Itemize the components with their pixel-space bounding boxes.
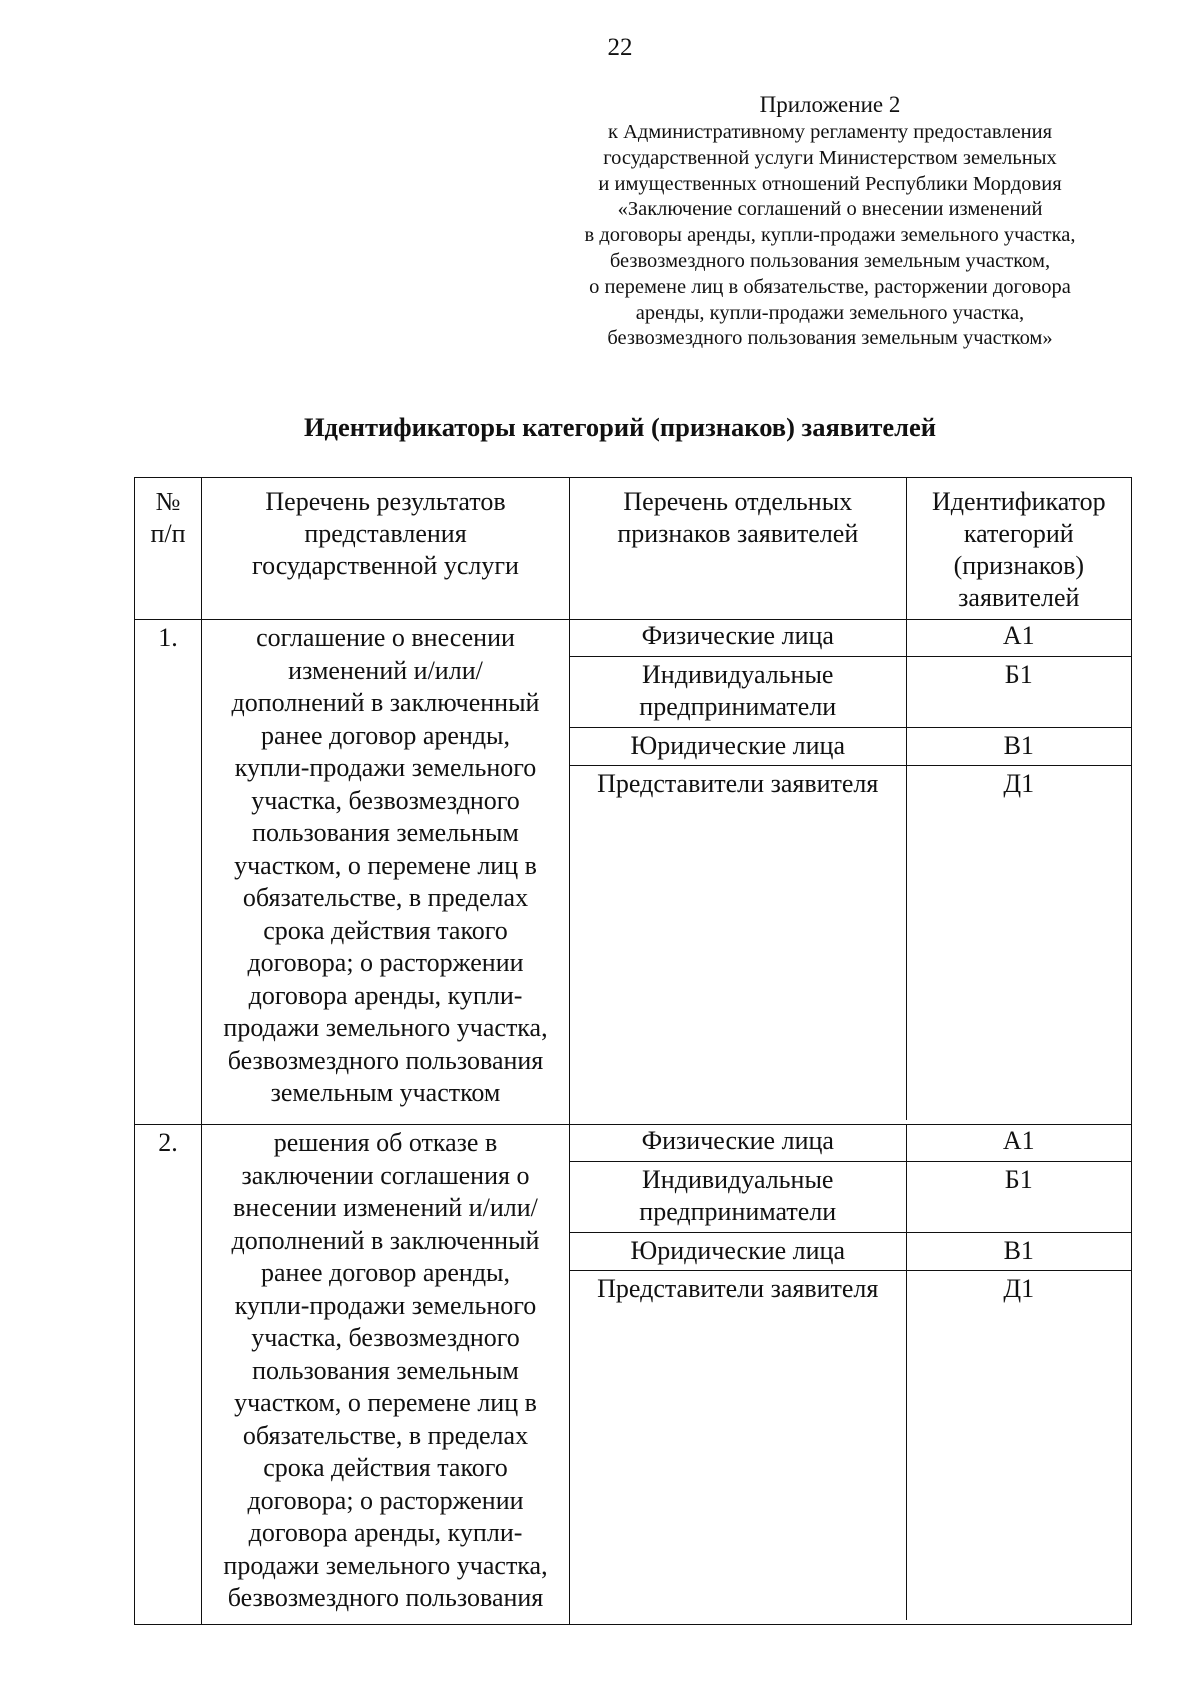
row-categories bbox=[570, 1125, 1132, 1625]
category-label: Представители заявителя bbox=[570, 765, 906, 1120]
header-number: № п/п bbox=[135, 478, 202, 620]
category-id: А1 bbox=[906, 620, 1131, 656]
annex-line: и имущественных отношений Республики Мордовия bbox=[598, 172, 1062, 195]
annex-line: государственной услуги Министерством земельных bbox=[603, 146, 1057, 169]
table-row bbox=[135, 1125, 1132, 1625]
category-id: Д1 bbox=[1003, 1273, 1035, 1303]
annex-line: аренды, купли-продажи земельного участка, bbox=[635, 301, 1025, 324]
row-categories bbox=[570, 620, 1132, 1125]
annex-title: Приложение 2 bbox=[759, 92, 901, 117]
category-id: Б1 bbox=[906, 656, 1131, 727]
category-label: Представители заявителя bbox=[570, 1270, 906, 1620]
category-label: Юридические лица bbox=[570, 727, 906, 765]
header-category-id: Идентификатор категорий (признаков) заявителей bbox=[906, 478, 1131, 620]
category-label: Физические лица bbox=[570, 620, 906, 656]
row-result: решения об отказе в заключении соглашения о внесении изменений и/или/ дополнений в заключенный ранее договор аренды, купли-продажи земельного участка, безвозмездного пользования земельным участком, о перемене лиц в обязательстве, в пределах срока действия такого договора; о расторжении договора аренды, купли- продажи земельного участка, безвозмездного пользования bbox=[202, 1125, 570, 1625]
category-id: Д1 bbox=[1003, 768, 1035, 798]
category-id: В1 bbox=[906, 1232, 1131, 1270]
annex-line: о перемене лиц в обязательстве, расторжении договора bbox=[589, 275, 1071, 298]
categories-list bbox=[570, 620, 1131, 1120]
category-row bbox=[570, 727, 1131, 765]
annex-block bbox=[500, 91, 1160, 352]
table-row bbox=[135, 620, 1132, 1125]
annex-line: «Заключение соглашений о внесении изменений bbox=[617, 198, 1043, 221]
document-heading: Идентификаторы категорий (признаков) заявителей bbox=[303, 412, 937, 442]
annex-line: в договоры аренды, купли-продажи земельного участка, bbox=[584, 224, 1076, 247]
category-row bbox=[570, 620, 1131, 656]
annex-line: безвозмездного пользования земельным участком» bbox=[607, 327, 1053, 350]
header-results: Перечень результатов представления государственной услуги bbox=[202, 478, 570, 620]
page-number: 22 bbox=[607, 34, 633, 61]
categories-table bbox=[134, 477, 1132, 1625]
category-row bbox=[570, 656, 1131, 727]
category-row bbox=[570, 1161, 1131, 1232]
category-row bbox=[570, 1232, 1131, 1270]
category-row bbox=[570, 765, 1131, 1120]
annex-line: к Административному регламенту предоставления bbox=[607, 121, 1053, 143]
category-id: В1 bbox=[906, 727, 1131, 765]
category-label: Индивидуальные предприниматели bbox=[570, 1161, 906, 1232]
row-result: соглашение о внесении изменений и/или/ дополнений в заключенный ранее договор аренды, купли-продажи земельного участка, безвозмездного пользования земельным участком, о перемене лиц в обязательстве, в пределах срока действия такого договора; о расторжении договора аренды, купли- продажи земельного участка, безвозмездного пользования земельным участком bbox=[202, 620, 570, 1125]
categories-list bbox=[570, 1125, 1131, 1620]
category-id: А1 bbox=[906, 1125, 1131, 1161]
annex-line: безвозмездного пользования земельным участком, bbox=[609, 249, 1051, 272]
category-row bbox=[570, 1125, 1131, 1161]
category-label: Индивидуальные предприниматели bbox=[570, 656, 906, 727]
category-label: Юридические лица bbox=[570, 1232, 906, 1270]
table-header-row bbox=[135, 478, 1132, 620]
category-row bbox=[570, 1270, 1131, 1620]
header-applicant-features: Перечень отдельных признаков заявителей bbox=[570, 478, 907, 620]
category-id: Б1 bbox=[906, 1161, 1131, 1232]
row-number: 1. bbox=[135, 620, 202, 1125]
row-number: 2. bbox=[135, 1125, 202, 1625]
category-label: Физические лица bbox=[570, 1125, 906, 1161]
